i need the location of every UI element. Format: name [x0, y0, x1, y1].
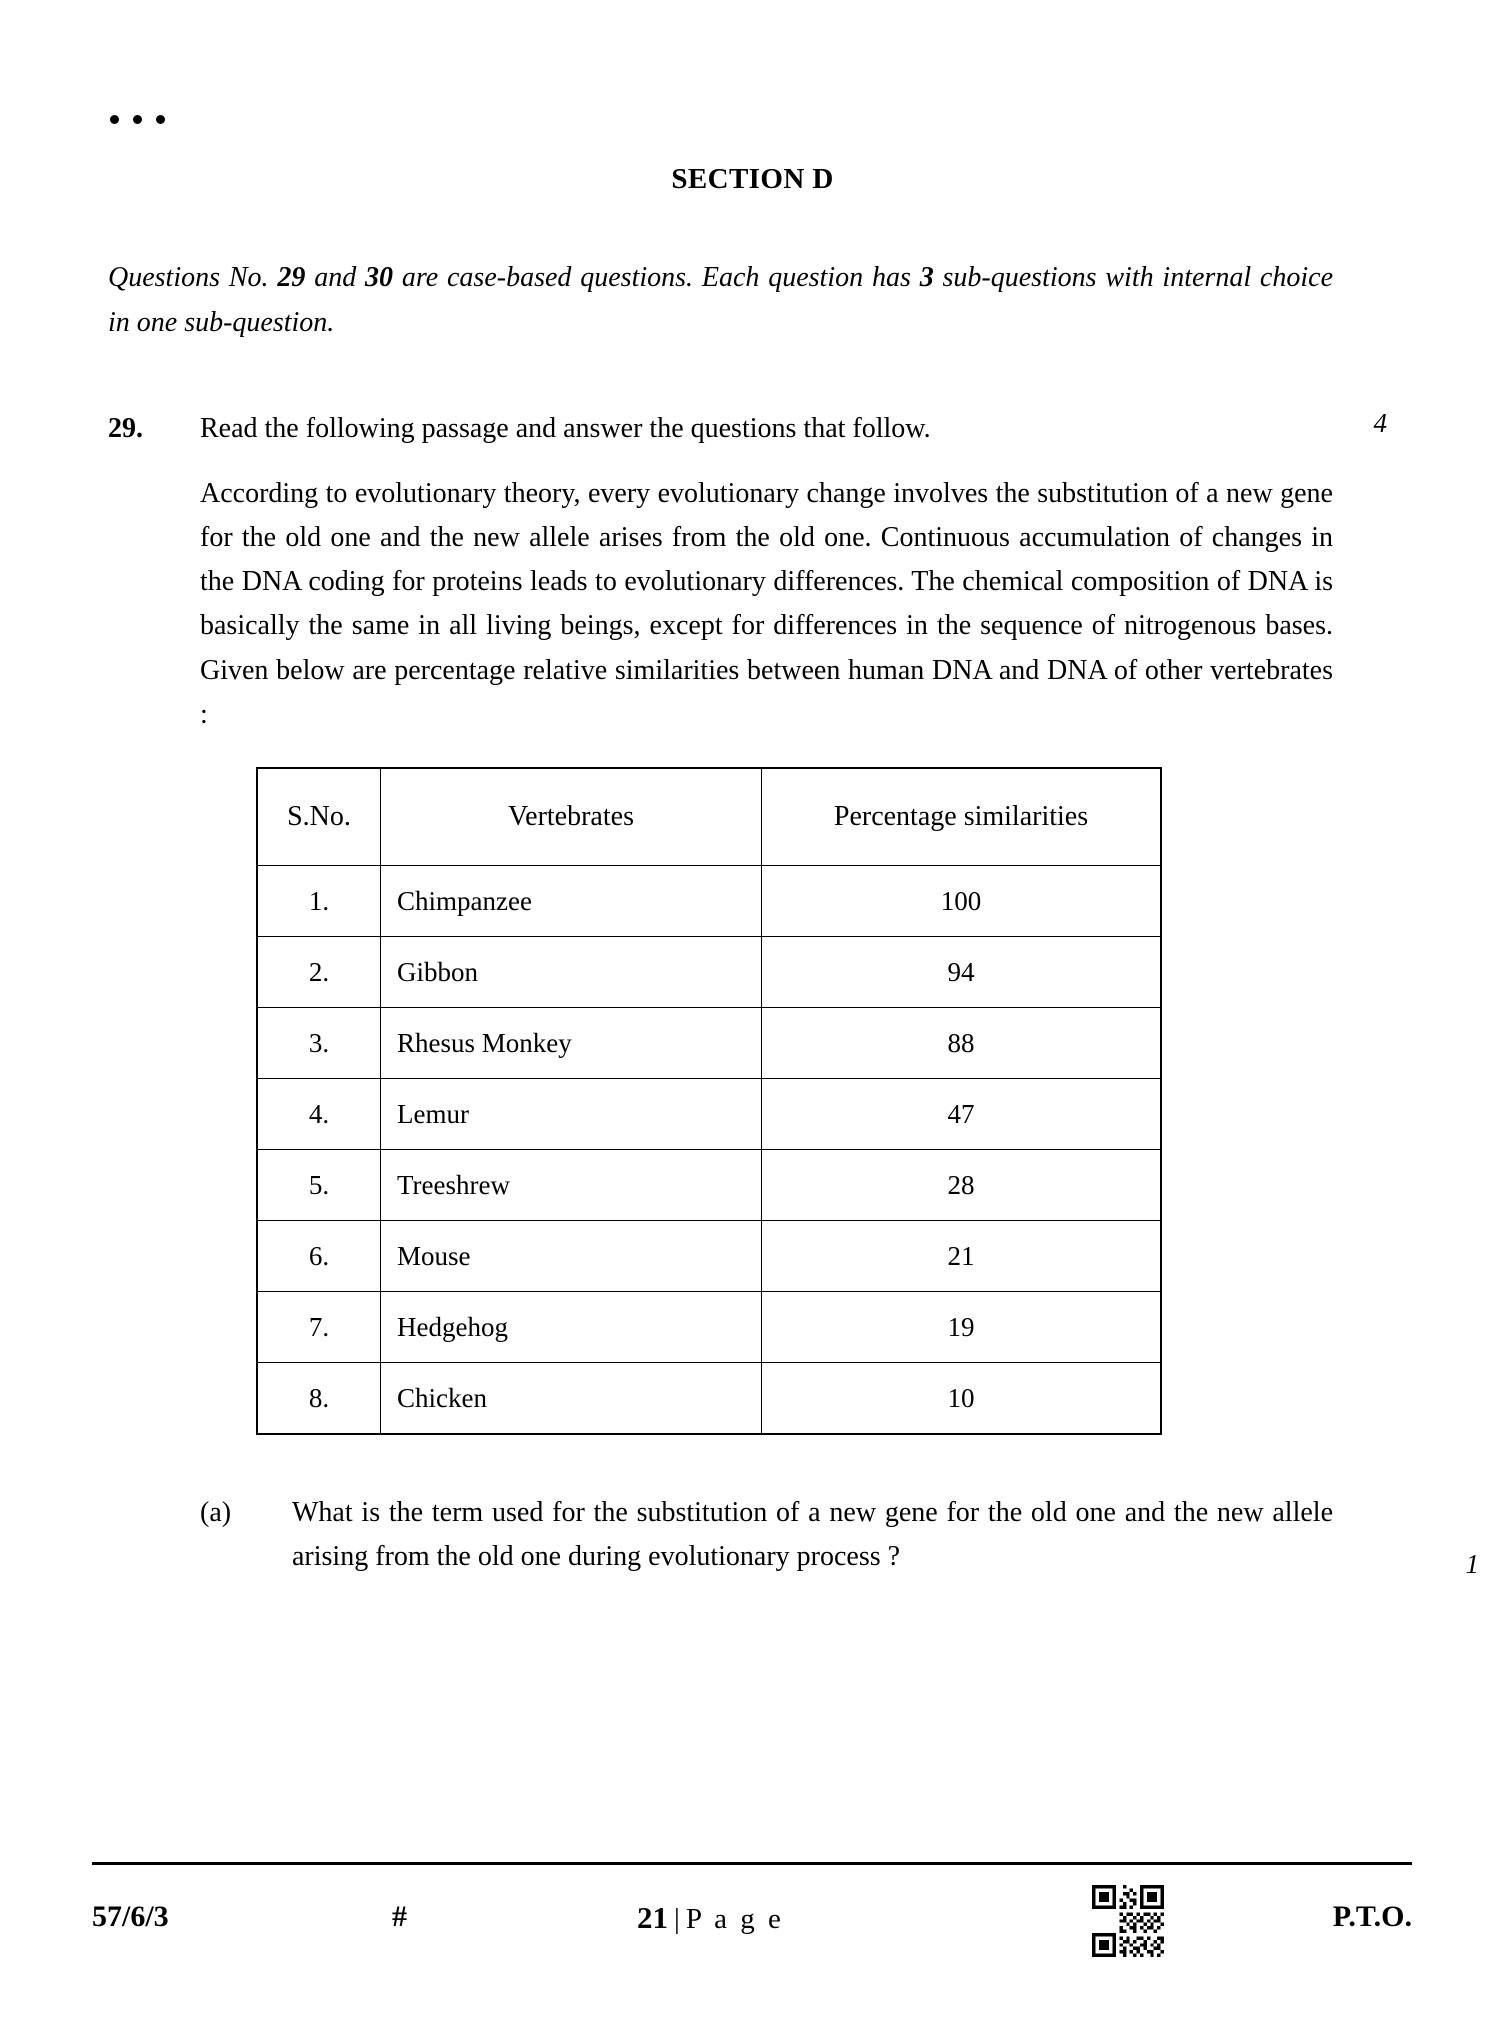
- cell-vertebrate: Treeshrew: [381, 1150, 762, 1221]
- paper-code: 57/6/3: [92, 1900, 169, 1933]
- qr-code-icon: [1092, 1885, 1164, 1957]
- top-dots-ornament: [110, 115, 165, 124]
- cell-percentage: 10: [762, 1363, 1162, 1435]
- table-row: [257, 1292, 1161, 1363]
- instructions-text-4: sub-questions with internal choice in one sub-question.: [108, 262, 1333, 339]
- cell-percentage: 19: [762, 1292, 1162, 1363]
- cell-vertebrate: Mouse: [381, 1221, 762, 1292]
- cell-sno: 4.: [257, 1079, 381, 1150]
- question-29a-row: [200, 1491, 1479, 1579]
- cell-percentage: 88: [762, 1008, 1162, 1079]
- page-content: [108, 255, 1479, 1580]
- dot-icon: [133, 115, 142, 124]
- instructions-text-2: and: [305, 262, 366, 293]
- instructions-text-3: are case-based questions. Each question has: [393, 262, 920, 293]
- cell-vertebrate: Gibbon: [381, 937, 762, 1008]
- table-body: [257, 866, 1161, 1435]
- cell-sno: 8.: [257, 1363, 381, 1435]
- cell-percentage: 47: [762, 1079, 1162, 1150]
- table-row: [257, 1150, 1161, 1221]
- cell-vertebrate: Chimpanzee: [381, 866, 762, 937]
- table-row: [257, 1221, 1161, 1292]
- cell-sno: 2.: [257, 937, 381, 1008]
- instructions-text-1: Questions No.: [108, 262, 278, 293]
- cell-vertebrate: Chicken: [381, 1363, 762, 1435]
- question-29-marks: 4: [1373, 407, 1387, 438]
- table-header-row: [257, 768, 1161, 866]
- cell-vertebrate: Hedgehog: [381, 1292, 762, 1363]
- cell-sno: 1.: [257, 866, 381, 937]
- hash-mark: #: [392, 1900, 407, 1933]
- cell-percentage: 100: [762, 866, 1162, 937]
- page-number: 21: [637, 1900, 668, 1935]
- page-footer: [92, 1880, 1412, 1990]
- cell-sno: 7.: [257, 1292, 381, 1363]
- table-row: [257, 937, 1161, 1008]
- cell-vertebrate: Lemur: [381, 1079, 762, 1150]
- question-29a-text: What is the term used for the substitution of a new gene for the old one and the new allele arising from the old one during evolutionary process ?: [292, 1497, 1333, 1573]
- instructions-bold-30: 30: [365, 262, 394, 293]
- cell-percentage: 21: [762, 1221, 1162, 1292]
- dot-icon: [110, 115, 119, 124]
- table-head: [257, 768, 1161, 866]
- page-indicator: [637, 1900, 784, 1936]
- question-29-number: 29.: [108, 412, 143, 444]
- table-row: [257, 1363, 1161, 1435]
- pto-label: P.T.O.: [1332, 1900, 1412, 1933]
- cell-percentage: 94: [762, 937, 1162, 1008]
- column-header-percentage: Percentage similarities: [762, 768, 1162, 866]
- section-heading: SECTION D: [671, 163, 834, 195]
- dot-icon: [156, 115, 165, 124]
- column-header-vertebrates: Vertebrates: [381, 768, 762, 866]
- question-29-row: [108, 407, 1387, 450]
- cell-sno: 5.: [257, 1150, 381, 1221]
- question-29-passage: According to evolutionary theory, every evolutionary change involves the substitution of a new gene for the old one and the new allele arises from the old one. Continuous accumulation of changes in the DNA coding for proteins leads to evolutionary differences. The chemical composition of DNA is basically the same in all living beings, except for differences in the sequence of nitrogenous bases. Given below are percentage relative similarities between human DNA and DNA of other vertebrates :: [200, 477, 1333, 730]
- cell-sno: 3.: [257, 1008, 381, 1079]
- section-instructions: [108, 255, 1333, 346]
- table-row: [257, 1008, 1161, 1079]
- dna-similarity-table-wrapper: [256, 767, 1333, 1435]
- table-row: [257, 866, 1161, 937]
- cell-sno: 6.: [257, 1221, 381, 1292]
- page-separator: |: [674, 1903, 680, 1935]
- question-29a-marks: 1: [1465, 1548, 1479, 1579]
- table-row: [257, 1079, 1161, 1150]
- question-29-stem: Read the following passage and answer the questions that follow.: [200, 412, 931, 444]
- instructions-bold-29: 29: [277, 262, 306, 293]
- footer-divider: [92, 1862, 1412, 1865]
- page-word: P a g e: [685, 1903, 784, 1935]
- cell-vertebrate: Rhesus Monkey: [381, 1008, 762, 1079]
- column-header-sno: S.No.: [257, 768, 381, 866]
- instructions-bold-3: 3: [919, 262, 934, 293]
- dna-similarity-table: [256, 767, 1162, 1435]
- question-29a-label: (a): [200, 1497, 232, 1529]
- cell-percentage: 28: [762, 1150, 1162, 1221]
